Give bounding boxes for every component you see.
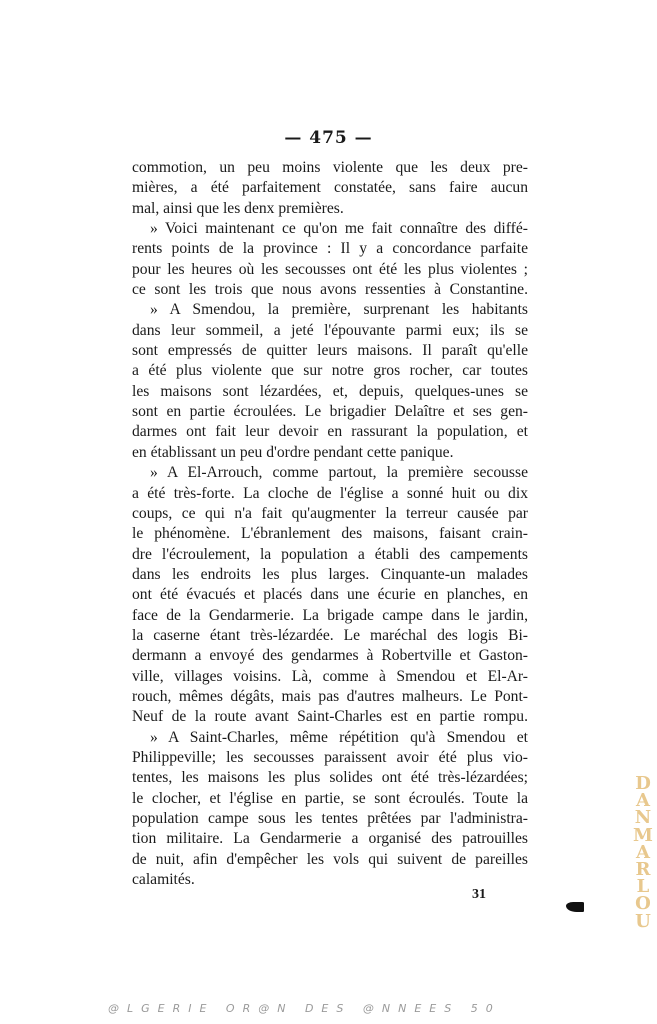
text-line: ville, villages voisins. Là, comme à Smendou et El-Ar- [132,667,528,685]
text-line: sont empressés de quitter leurs maisons. Il paraît qu'elle [132,342,528,360]
text-line: dans leur sommeil, a jeté l'épouvante parmi eux; ils se [132,321,528,339]
text-line: tentes, les maisons les plus solides ont été très-lézardées; [132,769,528,787]
ink-blot [566,902,584,912]
text-line: population campe sous les tentes prêtées par l'administra- [132,810,528,827]
text-line: commotion, un peu moins violente que les deux pre- [132,159,528,176]
text-line: les maisons sont lézardées, et, depuis, quelques-unes se [132,382,528,400]
text-line: mal, ainsi que les denx premières. [132,199,344,217]
text-line: en établissant un peu d'ordre pendant cette panique. [132,443,454,461]
text-line: a été plus violente que sur notre gros rocher, car toutes [132,362,528,380]
text-line: » A Saint-Charles, même répétition qu'à Smendou et [150,728,528,746]
text-line: la caserne étant très-lézardée. Le maréchal des logis Bi- [132,626,528,644]
signature-mark: 31 [472,887,486,902]
text-line: rents points de la province : Il y a concordance parfaite [132,240,528,258]
text-line: tion militaire. La Gendarmerie a organisé des patrouilles [132,830,528,848]
text-line: de nuit, afin d'empêcher les vols qui suivent de pareilles [132,850,528,868]
footer-watermark: @LGERIE OR@N DES @NNEES 50 [108,1002,501,1015]
text-line: le phénomène. L'ébranlement des maisons, faisant crain- [132,525,528,543]
text-line: coups, ce qui n'a fait qu'augmenter la terreur causée par [132,504,528,522]
text-line: le clocher, et l'église en partie, se sont écroulés. Toute la [132,789,528,807]
text-line: » A El-Arrouch, comme partout, la première secousse [150,464,528,482]
text-line: sont en partie écroulées. Le brigadier Delaître et ses gen- [132,403,528,421]
text-line: dermann a envoyé des gendarmes à Robertville et Gaston- [132,647,528,665]
text-line: pour les heures où les secousses ont été les plus violentes ; [132,260,528,278]
text-line: » A Smendou, la première, surprenant les habitants [150,301,528,319]
page-number: — 475 — [284,128,373,148]
text-line: ce sont les trois que nous avons ressenties à Constantine. [132,281,528,299]
text-line: a été très-forte. La cloche de l'église a sonné huit ou dix [132,484,528,502]
text-line: mières, a été parfaitement constatée, sans faire aucun [132,179,528,197]
text-line: Philippeville; les secousses paraissent avoir été plus vio- [132,748,528,766]
text-line: calamités. [132,871,195,889]
text-line: dans les endroits les plus larges. Cinquante-un malades [132,565,528,583]
text-line: ont été évacués et placés dans une écurie en planches, en [132,586,528,604]
body-text [132,158,528,890]
text-line: face de la Gendarmerie. La brigade campe dans le jardin, [132,606,528,624]
text-line: darmes ont fait leur devoir en rassurant la population, et [132,423,528,441]
text-line: » Voici maintenant ce qu'on me fait connaître des diffé- [150,220,528,238]
text-line: Neuf de la route avant Saint-Charles est en partie rompu. [132,708,528,726]
text-line: rouch, mêmes dégâts, mais pas d'autres malheurs. Le Pont- [132,687,528,705]
text-line: dre l'écroulement, la population a établi des campements [132,545,528,563]
watermark-stamp: DANMARLOU [633,773,653,932]
